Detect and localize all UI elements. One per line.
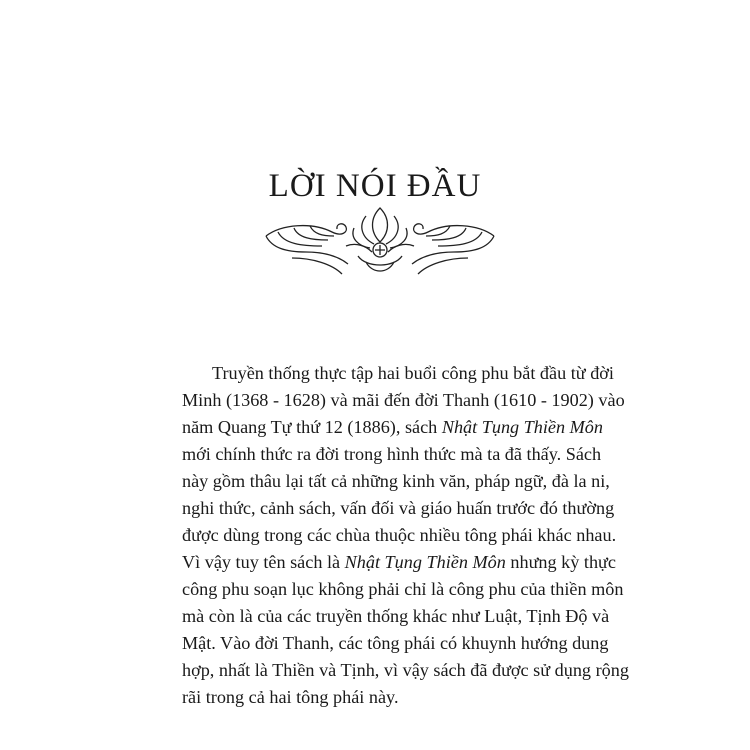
text-segment: Truyền thống thực tập hai buổi công phu bắt đầu từ đời xyxy=(212,363,614,383)
book-title-italic: Nhật Tụng Thiền Môn xyxy=(344,552,506,572)
text-segment: hợp, nhất là Thiền và Tịnh, vì vậy sách đã được sử dụng rộng xyxy=(182,660,629,680)
text-line xyxy=(182,495,615,522)
text-segment: nghi thức, cảnh sách, vấn đối và giáo huấn trước đó thường xyxy=(182,498,615,518)
text-segment: mà còn là của các truyền thống khác như Luật, Tịnh Độ và xyxy=(182,606,610,626)
text-segment: Vì vậy tuy tên sách là xyxy=(182,552,345,572)
lotus-ornament-icon xyxy=(262,206,498,276)
text-line xyxy=(182,360,614,387)
text-line xyxy=(182,414,603,441)
text-segment: Minh (1368 - 1628) và mãi đến đời Thanh (1610 - 1902) vào xyxy=(182,390,625,410)
text-segment: nhưng kỳ thực xyxy=(505,552,616,572)
text-segment: công phu soạn lục không phải chỉ là công phu của thiền môn xyxy=(182,579,624,599)
text-segment: mới chính thức ra đời trong hình thức mà ta đã thấy. Sách xyxy=(182,444,602,464)
text-segment: rãi trong cả hai tông phái này. xyxy=(182,687,399,707)
text-line xyxy=(182,576,624,603)
book-title-italic: Nhật Tụng Thiền Môn xyxy=(441,417,603,437)
preface-paragraph xyxy=(182,360,629,711)
text-line xyxy=(182,657,629,684)
text-segment: Mật. Vào đời Thanh, các tông phái có khuynh hướng dung xyxy=(182,633,609,653)
text-line xyxy=(182,630,609,657)
text-line xyxy=(182,522,617,549)
text-segment: này gồm thâu lại tất cả những kinh văn, pháp ngữ, đà la ni, xyxy=(182,471,610,491)
text-line xyxy=(182,468,610,495)
text-segment: năm Quang Tự thứ 12 (1886), sách xyxy=(182,417,442,437)
text-line xyxy=(182,684,578,711)
text-line xyxy=(182,549,616,576)
text-segment: được dùng trong các chùa thuộc nhiều tông phái khác nhau. xyxy=(182,525,617,545)
text-line xyxy=(182,441,602,468)
text-line xyxy=(182,387,625,414)
text-line xyxy=(182,603,610,630)
page-title: LỜI NÓI ĐẦU xyxy=(268,168,482,204)
